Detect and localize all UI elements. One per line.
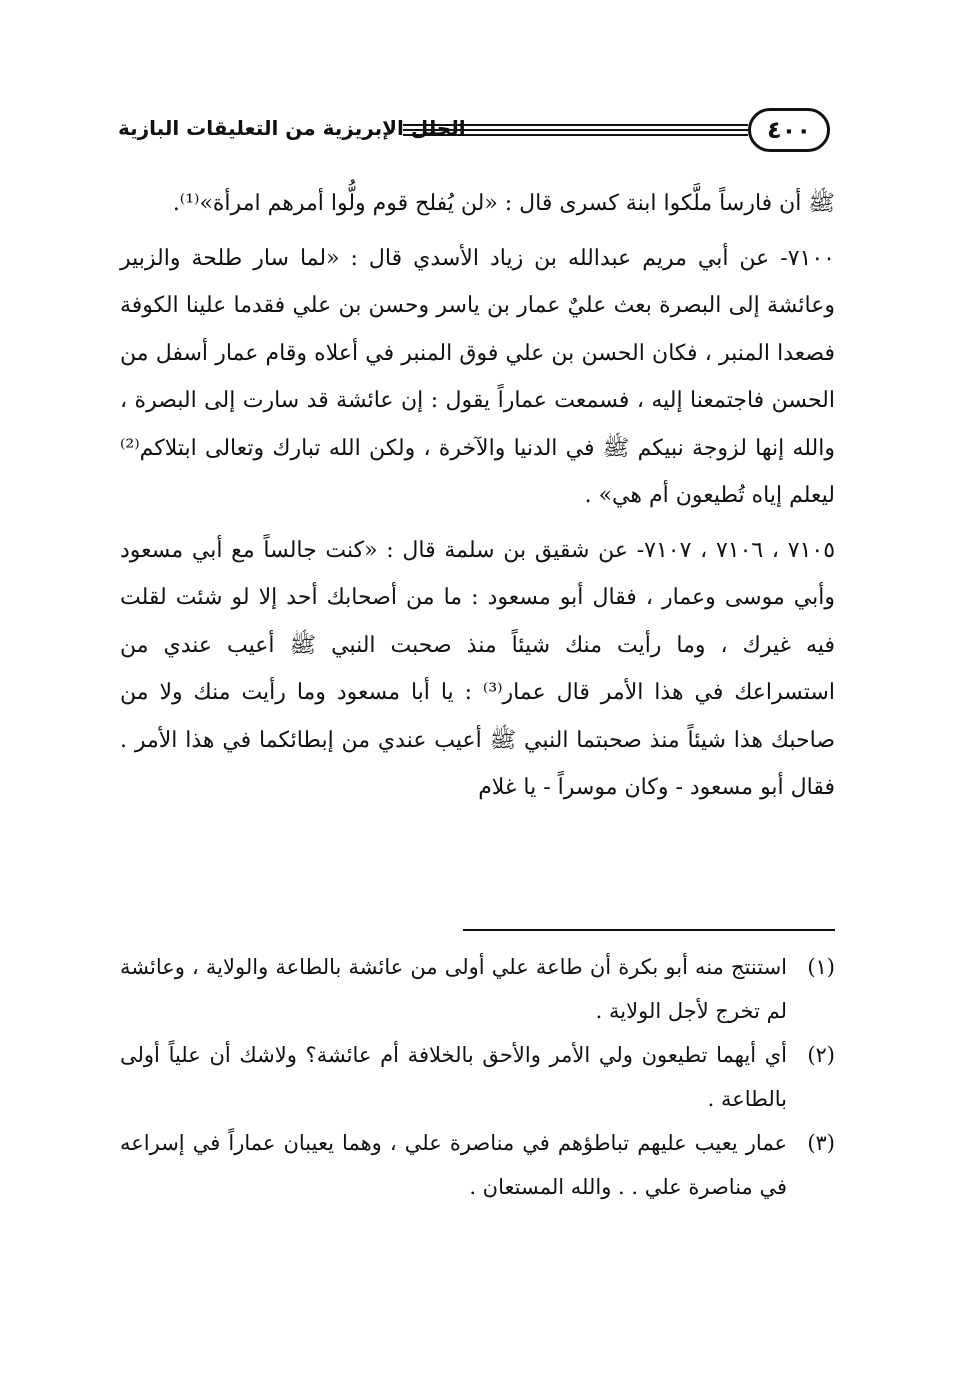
footnote-number: (٣) (807, 1131, 835, 1155)
footnote-number: (١) (807, 955, 835, 979)
paragraph: ٧١٠٠- عن أبي مريم عبدالله بن زياد الأسدي قال : «لما سار طلحة والزبير وعائشة إلى البصرة بعث عليٌ عمار بن ياسر وحسن بن علي فقدما علينا الكوفة فصعدا المنبر ، فكان الحسن بن علي فوق المنبر في أعلاه وقام عمار أسفل من الحسن فاجتمعنا إليه ، فسمعت عماراً يقول : إن عائشة قد سارت إلى البصرة ، والله إنها لزوجة نبيكم ﷺ في الدنيا والآخرة ، ولكن الله تبارك وتعالى ابتلاكم⁽²⁾ ليعلم إياه تُطيعون أم هي» . (120, 245, 835, 508)
footnote-text: استنتج منه أبو بكرة أن طاعة علي أولى من عائشة بالطاعة والولاية ، وعائشة لم تخرج لأجل الولاية . (120, 955, 787, 1023)
footnote-number: (٢) (807, 1043, 835, 1067)
footnote-text: أي أيهما تطيعون ولي الأمر والأحق بالخلافة أم عائشة؟ ولاشك أن علياً أولى بالطاعة . (120, 1043, 787, 1111)
footnote (120, 1033, 835, 1121)
page-header (118, 100, 830, 160)
main-text (120, 180, 835, 819)
footnote-separator (463, 929, 835, 931)
footnote-text: عمار يعيب عليهم تباطؤهم في مناصرة علي ، وهما يعيبان عماراً في إسراعه في مناصرة علي . . والله المستعان . (120, 1131, 787, 1199)
running-title: الحلل الإبريزية من التعليقات البازية (118, 116, 466, 140)
footnote (120, 945, 835, 1033)
footnote (120, 1121, 835, 1209)
page-number: ٤٠٠ (748, 108, 830, 152)
paragraph: ﷺ أن فارساً ملَّكوا ابنة كسرى قال : «لن يُفلح قوم ولُّوا أمرهم امرأة»⁽¹⁾. (172, 191, 835, 216)
paragraph: ٧١٠٥ ، ٧١٠٦ ، ٧١٠٧- عن شقيق بن سلمة قال : «كنت جالساً مع أبي مسعود وأبي موسى وعمار ، فقال أبو مسعود : ما من أصحابك أحد إلا لو شئت لقلت فيه غيرك ، وما رأيت منك شيئاً منذ صحبت النبي ﷺ أعيب عندي من استسراعك في هذا الأمر قال عمار⁽³⁾ : يا أبا مسعود وما رأيت منك ولا من صاحبك هذا شيئاً منذ صحبتما النبي ﷺ أعيب عندي من إبطائكما في هذا الأمر . فقال أبو مسعود - وكان موسراً - يا غلام (120, 537, 836, 800)
footnotes (120, 945, 835, 1209)
